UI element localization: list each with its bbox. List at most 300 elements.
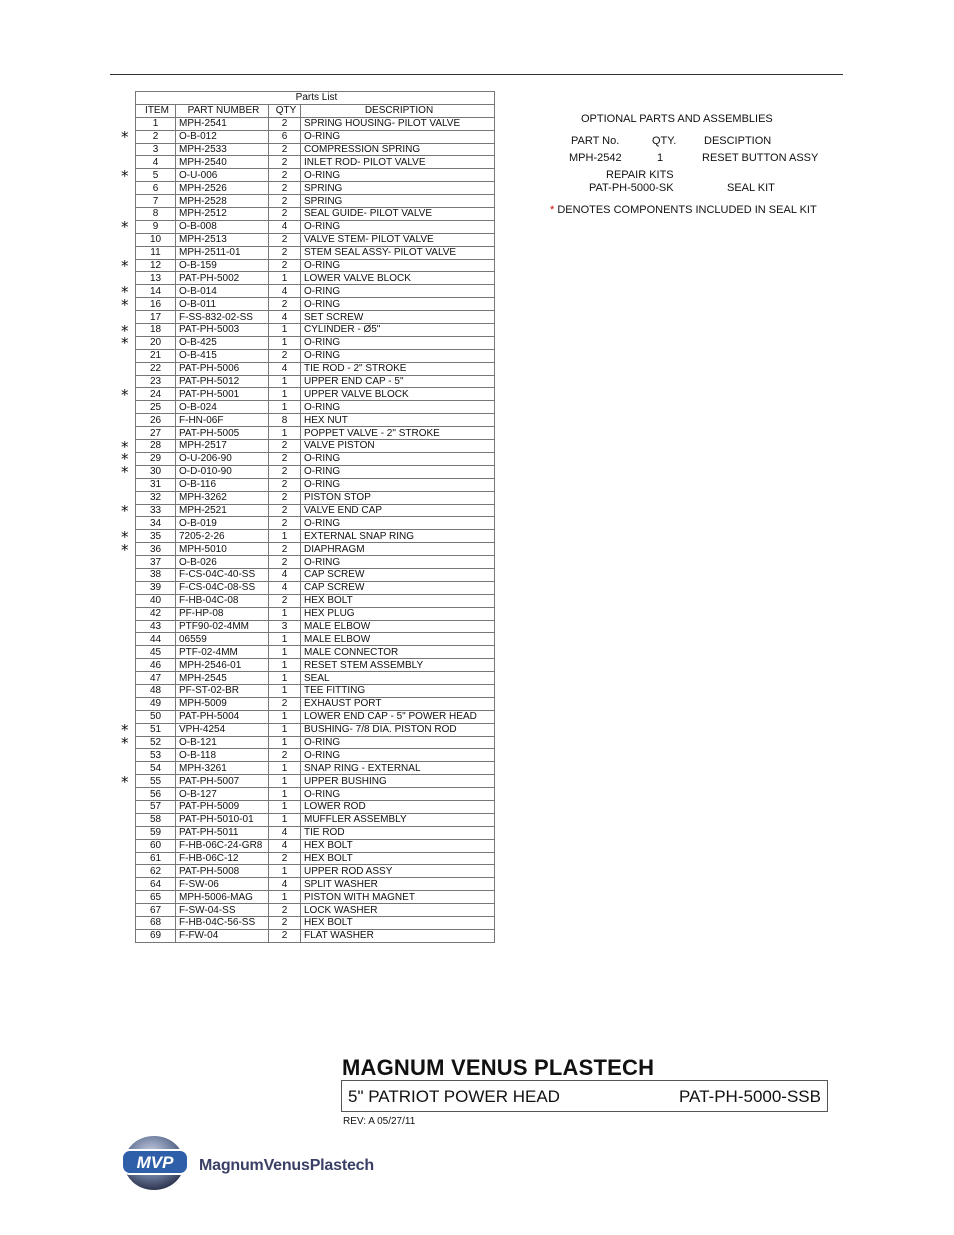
cell-item: 31 bbox=[136, 478, 176, 491]
cell-description: HEX NUT bbox=[301, 414, 495, 427]
cell-part-number: 7205-2-26 bbox=[176, 530, 269, 543]
table-row bbox=[136, 440, 495, 453]
cell-qty: 1 bbox=[269, 659, 301, 672]
table-row bbox=[136, 826, 495, 839]
cell-description: HEX BOLT bbox=[301, 917, 495, 930]
cell-part-number: MPH-2546-01 bbox=[176, 659, 269, 672]
cell-description: SPRING bbox=[301, 195, 495, 208]
cell-item: 67 bbox=[136, 904, 176, 917]
cell-qty: 2 bbox=[269, 349, 301, 362]
cell-description: LOWER VALVE BLOCK bbox=[301, 272, 495, 285]
cell-qty: 1 bbox=[269, 530, 301, 543]
table-row bbox=[136, 749, 495, 762]
cell-description: DIAPHRAGM bbox=[301, 543, 495, 556]
table-row bbox=[136, 581, 495, 594]
cell-qty: 2 bbox=[269, 594, 301, 607]
cell-qty: 2 bbox=[269, 208, 301, 221]
seal-kit-marker: * bbox=[121, 502, 129, 520]
table-row bbox=[136, 324, 495, 337]
cell-description: LOWER END CAP - 5" POWER HEAD bbox=[301, 710, 495, 723]
seal-kit-marker: * bbox=[121, 527, 129, 546]
cell-description: PISTON WITH MAGNET bbox=[301, 891, 495, 904]
cell-qty: 1 bbox=[269, 762, 301, 775]
cell-item: 21 bbox=[136, 349, 176, 362]
seal-kit-marker: * bbox=[121, 540, 129, 559]
cell-qty: 4 bbox=[269, 826, 301, 839]
table-row bbox=[136, 259, 495, 272]
cell-item: 8 bbox=[136, 208, 176, 221]
cell-item: 3 bbox=[136, 143, 176, 156]
table-row bbox=[136, 220, 495, 233]
cell-description: O-RING bbox=[301, 336, 495, 349]
cell-part-number: PAT-PH-5008 bbox=[176, 865, 269, 878]
cell-description: SEAL bbox=[301, 672, 495, 685]
cell-part-number: F-HB-06C-24-GR8 bbox=[176, 839, 269, 852]
table-row bbox=[136, 543, 495, 556]
table-row bbox=[136, 414, 495, 427]
cell-item: 36 bbox=[136, 543, 176, 556]
cell-qty: 2 bbox=[269, 440, 301, 453]
cell-part-number: PF-ST-02-BR bbox=[176, 684, 269, 697]
cell-description: O-RING bbox=[301, 220, 495, 233]
cell-part-number: PAT-PH-5006 bbox=[176, 362, 269, 375]
seal-kit-note-marker: * bbox=[550, 204, 555, 216]
table-row bbox=[136, 401, 495, 414]
cell-part-number: MPH-5009 bbox=[176, 697, 269, 710]
cell-item: 51 bbox=[136, 723, 176, 736]
cell-part-number: O-D-010-90 bbox=[176, 465, 269, 478]
table-row bbox=[136, 839, 495, 852]
cell-qty: 2 bbox=[269, 749, 301, 762]
cell-qty: 1 bbox=[269, 736, 301, 749]
table-row bbox=[136, 917, 495, 930]
cell-description: SNAP RING - EXTERNAL bbox=[301, 762, 495, 775]
table-row bbox=[136, 568, 495, 581]
cell-item: 6 bbox=[136, 182, 176, 195]
cell-item: 29 bbox=[136, 452, 176, 465]
cell-description: VALVE END CAP bbox=[301, 504, 495, 517]
seal-kit-note-text: DENOTES COMPONENTS INCLUDED IN SEAL KIT bbox=[557, 204, 817, 216]
cell-description: SET SCREW bbox=[301, 311, 495, 324]
cell-part-number: PTF-02-4MM bbox=[176, 646, 269, 659]
cell-item: 10 bbox=[136, 233, 176, 246]
cell-description: MALE ELBOW bbox=[301, 620, 495, 633]
header-item: ITEM bbox=[136, 104, 176, 117]
seal-kit-marker: * bbox=[121, 321, 129, 340]
cell-description: TEE FITTING bbox=[301, 684, 495, 697]
cell-item: 26 bbox=[136, 414, 176, 427]
cell-part-number: MPH-5006-MAG bbox=[176, 891, 269, 904]
cell-qty: 2 bbox=[269, 182, 301, 195]
cell-description: SEAL GUIDE- PILOT VALVE bbox=[301, 208, 495, 221]
cell-qty: 1 bbox=[269, 684, 301, 697]
cell-description: HEX PLUG bbox=[301, 607, 495, 620]
cell-item: 64 bbox=[136, 878, 176, 891]
seal-kit-marker: * bbox=[121, 721, 129, 740]
cell-description: EXTERNAL SNAP RING bbox=[301, 530, 495, 543]
cell-qty: 2 bbox=[269, 259, 301, 272]
cell-part-number: O-B-019 bbox=[176, 517, 269, 530]
logo-badge-text: MVP bbox=[136, 1153, 174, 1172]
table-row bbox=[136, 852, 495, 865]
cell-description: O-RING bbox=[301, 169, 495, 182]
cell-qty: 2 bbox=[269, 478, 301, 491]
cell-part-number: MPH-3262 bbox=[176, 491, 269, 504]
table-row bbox=[136, 556, 495, 569]
cell-description: SPRING bbox=[301, 182, 495, 195]
cell-qty: 4 bbox=[269, 362, 301, 375]
repair-kit-part: PAT-PH-5000-SK bbox=[589, 182, 674, 194]
cell-part-number: PF-HP-08 bbox=[176, 607, 269, 620]
cell-description: O-RING bbox=[301, 452, 495, 465]
table-row bbox=[136, 375, 495, 388]
cell-item: 50 bbox=[136, 710, 176, 723]
company-name: MAGNUM VENUS PLASTECH bbox=[342, 1055, 655, 1080]
cell-description: O-RING bbox=[301, 401, 495, 414]
header-part-number: PART NUMBER bbox=[176, 104, 269, 117]
cell-item: 4 bbox=[136, 156, 176, 169]
optional-col-qty: QTY. bbox=[652, 135, 677, 147]
cell-item: 35 bbox=[136, 530, 176, 543]
cell-item: 20 bbox=[136, 336, 176, 349]
revision-date: REV: A 05/27/11 bbox=[343, 1116, 416, 1127]
cell-qty: 2 bbox=[269, 491, 301, 504]
product-part-number: PAT-PH-5000-SSB bbox=[678, 1087, 821, 1106]
cell-description: MUFFLER ASSEMBLY bbox=[301, 813, 495, 826]
table-row bbox=[136, 607, 495, 620]
cell-description: O-RING bbox=[301, 517, 495, 530]
table-row bbox=[136, 182, 495, 195]
product-title: 5" PATRIOT POWER HEAD bbox=[348, 1087, 560, 1106]
table-row bbox=[136, 697, 495, 710]
cell-item: 65 bbox=[136, 891, 176, 904]
cell-qty: 2 bbox=[269, 156, 301, 169]
cell-item: 69 bbox=[136, 929, 176, 942]
cell-item: 2 bbox=[136, 130, 176, 143]
cell-item: 56 bbox=[136, 788, 176, 801]
cell-item: 55 bbox=[136, 775, 176, 788]
cell-qty: 1 bbox=[269, 375, 301, 388]
table-row bbox=[136, 208, 495, 221]
cell-part-number: PAT-PH-5001 bbox=[176, 388, 269, 401]
cell-description: COMPRESSION SPRING bbox=[301, 143, 495, 156]
table-row bbox=[136, 195, 495, 208]
optional-col-part: PART No. bbox=[571, 135, 620, 147]
cell-item: 32 bbox=[136, 491, 176, 504]
cell-item: 12 bbox=[136, 259, 176, 272]
cell-item: 9 bbox=[136, 220, 176, 233]
cell-item: 53 bbox=[136, 749, 176, 762]
table-row bbox=[136, 530, 495, 543]
table-row bbox=[136, 246, 495, 259]
table-row bbox=[136, 233, 495, 246]
cell-item: 23 bbox=[136, 375, 176, 388]
cell-part-number: PAT-PH-5003 bbox=[176, 324, 269, 337]
cell-item: 60 bbox=[136, 839, 176, 852]
cell-item: 16 bbox=[136, 298, 176, 311]
cell-description: O-RING bbox=[301, 749, 495, 762]
seal-kit-marker: * bbox=[121, 295, 129, 314]
table-row bbox=[136, 878, 495, 891]
seal-kit-marker: * bbox=[121, 772, 129, 791]
cell-description: UPPER END CAP - 5" bbox=[301, 375, 495, 388]
cell-part-number: MPH-2512 bbox=[176, 208, 269, 221]
repair-kits-heading: REPAIR KITS bbox=[606, 169, 674, 181]
cell-item: 7 bbox=[136, 195, 176, 208]
cell-part-number: MPH-2528 bbox=[176, 195, 269, 208]
cell-qty: 1 bbox=[269, 800, 301, 813]
cell-description: MALE ELBOW bbox=[301, 633, 495, 646]
cell-part-number: PAT-PH-5005 bbox=[176, 427, 269, 440]
cell-part-number: F-HB-04C-56-SS bbox=[176, 917, 269, 930]
cell-qty: 2 bbox=[269, 143, 301, 156]
table-row bbox=[136, 336, 495, 349]
table-row bbox=[136, 272, 495, 285]
cell-item: 62 bbox=[136, 865, 176, 878]
cell-qty: 2 bbox=[269, 117, 301, 130]
cell-description: VALVE STEM- PILOT VALVE bbox=[301, 233, 495, 246]
repair-kit-desc: SEAL KIT bbox=[727, 182, 775, 194]
cell-qty: 1 bbox=[269, 401, 301, 414]
table-row bbox=[136, 723, 495, 736]
cell-part-number: O-B-116 bbox=[176, 478, 269, 491]
cell-description: UPPER BUSHING bbox=[301, 775, 495, 788]
cell-part-number: F-CS-04C-40-SS bbox=[176, 568, 269, 581]
seal-kit-marker: * bbox=[121, 437, 129, 456]
cell-description: CYLINDER - Ø5" bbox=[301, 324, 495, 337]
table-row bbox=[136, 285, 495, 298]
cell-part-number: MPH-2526 bbox=[176, 182, 269, 195]
cell-part-number: MPH-2533 bbox=[176, 143, 269, 156]
table-row bbox=[136, 736, 495, 749]
cell-item: 24 bbox=[136, 388, 176, 401]
cell-qty: 2 bbox=[269, 556, 301, 569]
table-row bbox=[136, 762, 495, 775]
cell-item: 40 bbox=[136, 594, 176, 607]
cell-item: 5 bbox=[136, 169, 176, 182]
cell-qty: 1 bbox=[269, 788, 301, 801]
cell-qty: 2 bbox=[269, 233, 301, 246]
seal-kit-marker: * bbox=[121, 463, 129, 482]
cell-qty: 4 bbox=[269, 581, 301, 594]
cell-item: 43 bbox=[136, 620, 176, 633]
table-row bbox=[136, 465, 495, 478]
cell-description: O-RING bbox=[301, 736, 495, 749]
cell-part-number: O-B-118 bbox=[176, 749, 269, 762]
table-row bbox=[136, 169, 495, 182]
cell-part-number: MPH-2511-01 bbox=[176, 246, 269, 259]
parts-list-table bbox=[135, 91, 495, 943]
cell-qty: 1 bbox=[269, 891, 301, 904]
header-description: DESCRIPTION bbox=[301, 104, 495, 117]
cell-part-number: F-CS-04C-08-SS bbox=[176, 581, 269, 594]
optional-item-part: MPH-2542 bbox=[569, 152, 622, 164]
cell-qty: 2 bbox=[269, 452, 301, 465]
table-row bbox=[136, 143, 495, 156]
seal-kit-marker: * bbox=[121, 128, 129, 147]
cell-part-number: O-B-127 bbox=[176, 788, 269, 801]
table-row bbox=[136, 517, 495, 530]
cell-item: 18 bbox=[136, 324, 176, 337]
cell-part-number: O-B-012 bbox=[176, 130, 269, 143]
cell-qty: 1 bbox=[269, 672, 301, 685]
cell-qty: 4 bbox=[269, 568, 301, 581]
cell-item: 48 bbox=[136, 684, 176, 697]
cell-part-number: MPH-2521 bbox=[176, 504, 269, 517]
parts-list-header-row bbox=[136, 104, 495, 117]
cell-description: VALVE PISTON bbox=[301, 440, 495, 453]
cell-part-number: MPH-5010 bbox=[176, 543, 269, 556]
table-row bbox=[136, 865, 495, 878]
table-row bbox=[136, 478, 495, 491]
cell-part-number: PAT-PH-5011 bbox=[176, 826, 269, 839]
cell-part-number: O-B-014 bbox=[176, 285, 269, 298]
cell-item: 14 bbox=[136, 285, 176, 298]
cell-qty: 2 bbox=[269, 697, 301, 710]
logo-wordmark: MagnumVenusPlastech bbox=[199, 1157, 374, 1174]
cell-qty: 1 bbox=[269, 272, 301, 285]
cell-qty: 3 bbox=[269, 620, 301, 633]
cell-qty: 1 bbox=[269, 324, 301, 337]
cell-qty: 4 bbox=[269, 839, 301, 852]
cell-description: LOWER ROD bbox=[301, 800, 495, 813]
table-row bbox=[136, 891, 495, 904]
cell-item: 58 bbox=[136, 813, 176, 826]
cell-item: 22 bbox=[136, 362, 176, 375]
cell-part-number: O-B-425 bbox=[176, 336, 269, 349]
table-row bbox=[136, 362, 495, 375]
cell-part-number: O-B-121 bbox=[176, 736, 269, 749]
cell-qty: 1 bbox=[269, 388, 301, 401]
table-row bbox=[136, 594, 495, 607]
table-row bbox=[136, 659, 495, 672]
cell-description: TIE ROD bbox=[301, 826, 495, 839]
cell-part-number: MPH-2541 bbox=[176, 117, 269, 130]
cell-description: HEX BOLT bbox=[301, 839, 495, 852]
cell-description: SPRING HOUSING- PILOT VALVE bbox=[301, 117, 495, 130]
cell-description: SPLIT WASHER bbox=[301, 878, 495, 891]
cell-description: HEX BOLT bbox=[301, 852, 495, 865]
cell-item: 13 bbox=[136, 272, 176, 285]
seal-kit-marker: * bbox=[121, 166, 129, 185]
cell-description: STEM SEAL ASSY- PILOT VALVE bbox=[301, 246, 495, 259]
cell-qty: 2 bbox=[269, 852, 301, 865]
cell-qty: 6 bbox=[269, 130, 301, 143]
cell-item: 27 bbox=[136, 427, 176, 440]
optional-col-desc: DESCIPTION bbox=[704, 135, 772, 147]
cell-item: 59 bbox=[136, 826, 176, 839]
table-row bbox=[136, 117, 495, 130]
cell-description: EXHAUST PORT bbox=[301, 697, 495, 710]
cell-part-number: MPH-3261 bbox=[176, 762, 269, 775]
cell-qty: 2 bbox=[269, 543, 301, 556]
table-row bbox=[136, 929, 495, 942]
seal-kit-marker: * bbox=[121, 734, 129, 753]
cell-item: 61 bbox=[136, 852, 176, 865]
table-row bbox=[136, 684, 495, 697]
cell-item: 1 bbox=[136, 117, 176, 130]
cell-item: 46 bbox=[136, 659, 176, 672]
cell-description: INLET ROD- PILOT VALVE bbox=[301, 156, 495, 169]
cell-description: O-RING bbox=[301, 349, 495, 362]
cell-qty: 2 bbox=[269, 504, 301, 517]
cell-description: LOCK WASHER bbox=[301, 904, 495, 917]
cell-part-number: MPH-2513 bbox=[176, 233, 269, 246]
table-row bbox=[136, 130, 495, 143]
cell-part-number: PAT-PH-5010-01 bbox=[176, 813, 269, 826]
cell-item: 33 bbox=[136, 504, 176, 517]
cell-part-number: MPH-2517 bbox=[176, 440, 269, 453]
cell-description: PISTON STOP bbox=[301, 491, 495, 504]
cell-part-number: MPH-2545 bbox=[176, 672, 269, 685]
cell-qty: 2 bbox=[269, 169, 301, 182]
cell-qty: 8 bbox=[269, 414, 301, 427]
cell-description: MALE CONNECTOR bbox=[301, 646, 495, 659]
table-row bbox=[136, 775, 495, 788]
cell-description: TIE ROD - 2" STROKE bbox=[301, 362, 495, 375]
cell-item: 57 bbox=[136, 800, 176, 813]
cell-qty: 4 bbox=[269, 878, 301, 891]
seal-kit-marker: * bbox=[121, 282, 129, 301]
cell-part-number: O-B-011 bbox=[176, 298, 269, 311]
cell-part-number: F-HN-06F bbox=[176, 414, 269, 427]
parts-list-caption: Parts List bbox=[136, 92, 495, 105]
cell-qty: 2 bbox=[269, 465, 301, 478]
cell-part-number: PAT-PH-5009 bbox=[176, 800, 269, 813]
cell-description: O-RING bbox=[301, 556, 495, 569]
cell-qty: 1 bbox=[269, 633, 301, 646]
table-row bbox=[136, 633, 495, 646]
table-row bbox=[136, 491, 495, 504]
table-row bbox=[136, 672, 495, 685]
cell-qty: 2 bbox=[269, 904, 301, 917]
cell-qty: 1 bbox=[269, 775, 301, 788]
cell-part-number: O-B-159 bbox=[176, 259, 269, 272]
cell-item: 11 bbox=[136, 246, 176, 259]
table-row bbox=[136, 388, 495, 401]
cell-description: CAP SCREW bbox=[301, 581, 495, 594]
cell-description: O-RING bbox=[301, 130, 495, 143]
cell-qty: 2 bbox=[269, 917, 301, 930]
cell-qty: 4 bbox=[269, 285, 301, 298]
cell-item: 30 bbox=[136, 465, 176, 478]
cell-part-number: PAT-PH-5007 bbox=[176, 775, 269, 788]
cell-item: 25 bbox=[136, 401, 176, 414]
seal-kit-note bbox=[550, 204, 817, 216]
cell-qty: 1 bbox=[269, 427, 301, 440]
table-row bbox=[136, 504, 495, 517]
table-row bbox=[136, 904, 495, 917]
cell-qty: 1 bbox=[269, 607, 301, 620]
cell-part-number: PTF90-02-4MM bbox=[176, 620, 269, 633]
table-row bbox=[136, 620, 495, 633]
cell-description: O-RING bbox=[301, 478, 495, 491]
table-row bbox=[136, 710, 495, 723]
cell-part-number: F-HB-04C-08 bbox=[176, 594, 269, 607]
cell-description: O-RING bbox=[301, 298, 495, 311]
cell-part-number: F-FW-04 bbox=[176, 929, 269, 942]
cell-part-number: F-SW-06 bbox=[176, 878, 269, 891]
table-row bbox=[136, 156, 495, 169]
table-row bbox=[136, 427, 495, 440]
cell-item: 17 bbox=[136, 311, 176, 324]
cell-qty: 4 bbox=[269, 220, 301, 233]
cell-description: UPPER VALVE BLOCK bbox=[301, 388, 495, 401]
cell-item: 68 bbox=[136, 917, 176, 930]
cell-qty: 1 bbox=[269, 723, 301, 736]
table-row bbox=[136, 311, 495, 324]
optional-item-desc: RESET BUTTON ASSY bbox=[702, 152, 819, 164]
